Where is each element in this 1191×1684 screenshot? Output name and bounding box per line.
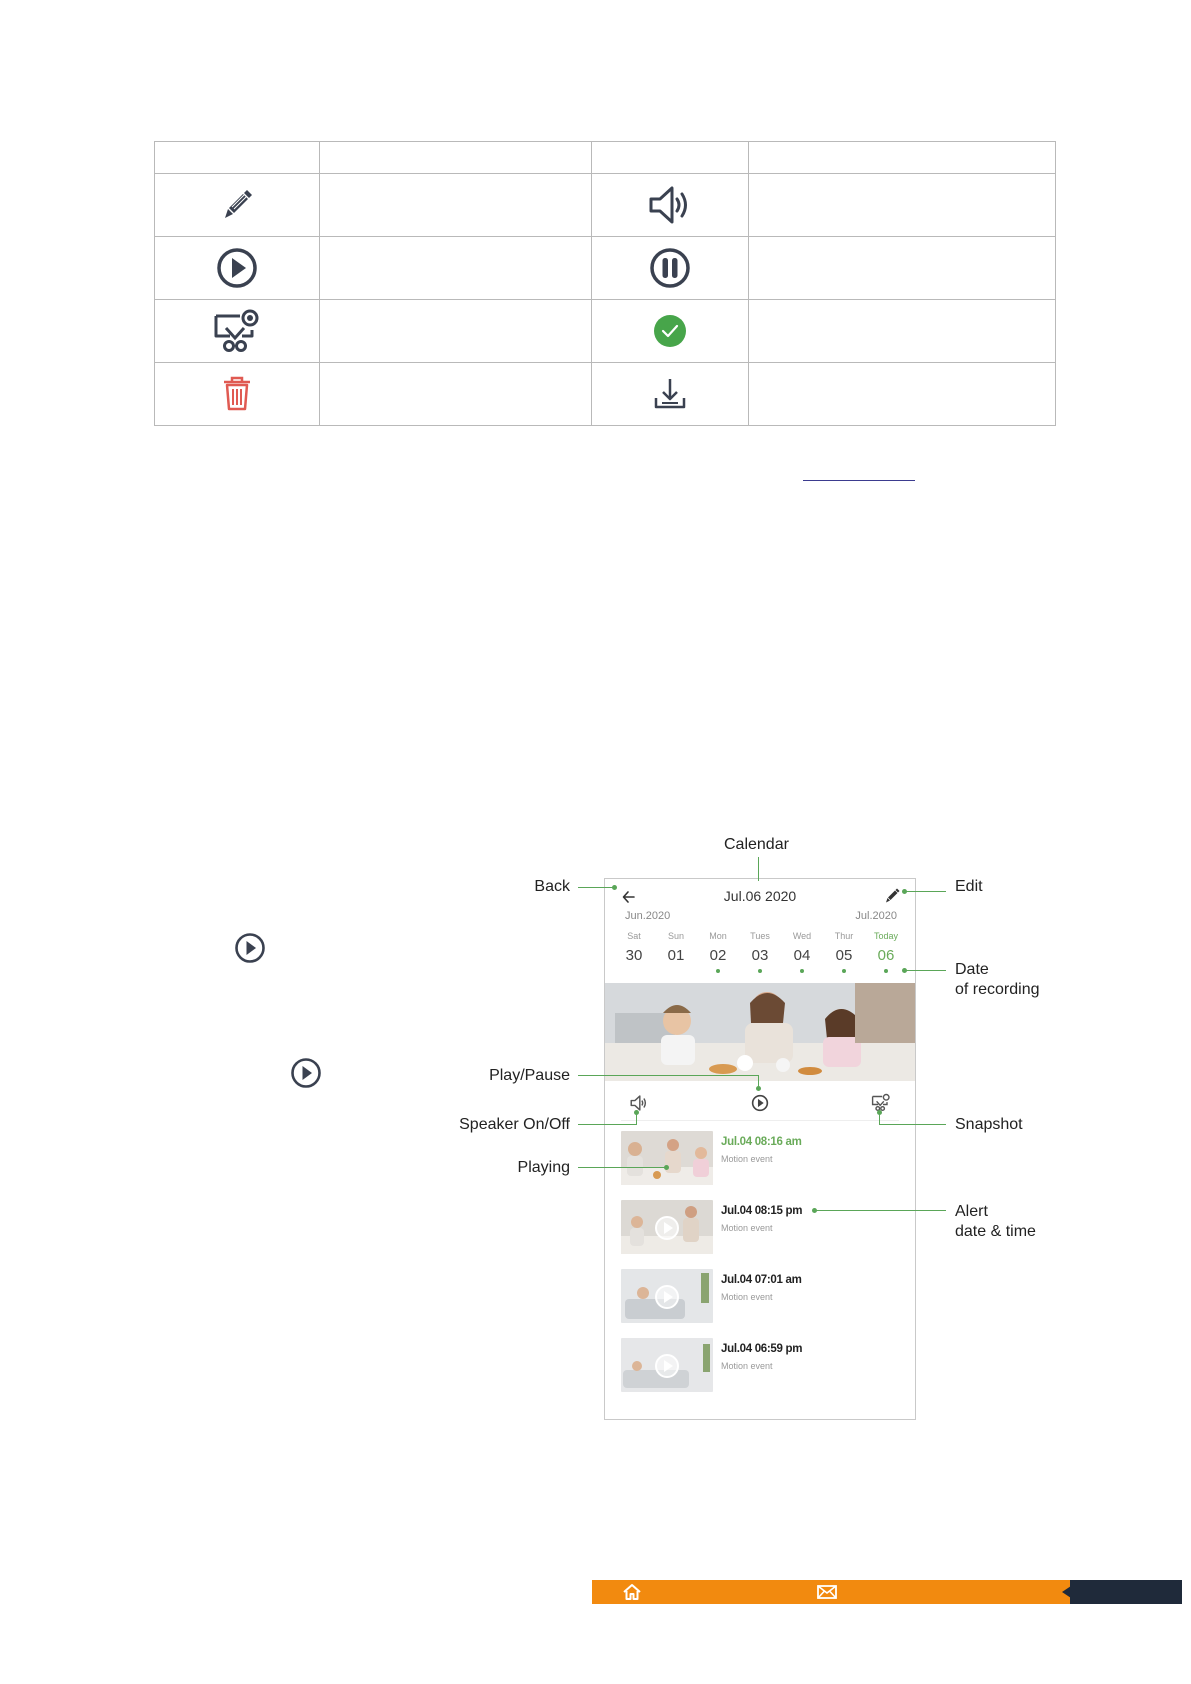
event-thumbnail: [621, 1200, 713, 1254]
recording-dot: [884, 969, 888, 973]
callout-line: date & time: [955, 1223, 1036, 1240]
description-cell: [320, 363, 592, 426]
day-name: Sat: [627, 931, 641, 941]
calendar-day[interactable]: [824, 931, 864, 973]
description-cell: [320, 237, 592, 300]
leader-dot: [756, 1086, 761, 1091]
icon-cell: [592, 237, 749, 300]
calendar-day[interactable]: [782, 931, 822, 973]
table-row: [155, 237, 1056, 300]
day-number: 01: [667, 947, 685, 964]
event-thumbnail: [621, 1269, 713, 1323]
event-type: Motion event: [721, 1223, 773, 1233]
calendar-date-title[interactable]: Jul.06 2020: [723, 888, 797, 904]
day-name: Mon: [709, 931, 727, 941]
event-thumbnail: [621, 1338, 713, 1392]
icon-legend-table: [154, 141, 1056, 426]
callout-edit: Edit: [955, 878, 983, 895]
leader-line: [578, 1167, 666, 1168]
leader-dot: [664, 1165, 669, 1170]
description-cell: [749, 237, 1056, 300]
pencil-icon: [219, 187, 255, 223]
table-row: [155, 300, 1056, 363]
callout-play-pause: Play/Pause: [489, 1067, 570, 1084]
play-icon[interactable]: [751, 1094, 769, 1112]
event-thumbnail: [621, 1131, 713, 1185]
leader-line: [578, 887, 614, 888]
event-time: Jul.04 08:15 pm: [721, 1205, 803, 1217]
calendar-day[interactable]: [740, 931, 780, 973]
month-label-left: Jun.2020: [625, 910, 671, 922]
link-underline[interactable]: [803, 480, 915, 481]
header-cell: [155, 142, 320, 174]
leader-dot: [612, 885, 617, 890]
leader-dot: [812, 1208, 817, 1213]
day-name: Tues: [750, 931, 770, 941]
callout-speaker: Speaker On/Off: [459, 1116, 570, 1133]
day-name: Today: [873, 931, 899, 941]
mail-icon[interactable]: [817, 1585, 837, 1599]
header-cell: [749, 142, 1056, 174]
table-header-row: [155, 142, 1056, 174]
callout-date-recording: [955, 960, 1040, 1000]
download-icon: [652, 376, 688, 412]
leader-dot: [902, 889, 907, 894]
callout-back: Back: [534, 878, 570, 895]
day-name: Thur: [834, 931, 854, 941]
description-cell: [320, 174, 592, 237]
callout-line: Alert: [955, 1203, 988, 1220]
day-number: 04: [793, 947, 811, 964]
leader-line: [906, 970, 946, 971]
check-circle-icon: [652, 313, 688, 349]
table-row: [155, 174, 1056, 237]
event-time: Jul.04 07:01 am: [721, 1274, 802, 1286]
description-cell: [749, 174, 1056, 237]
event-type: Motion event: [721, 1361, 773, 1371]
calendar-day[interactable]: [698, 931, 738, 973]
callout-snapshot: Snapshot: [955, 1116, 1023, 1133]
callout-line: Date: [955, 961, 989, 978]
day-name: Sun: [667, 931, 684, 941]
event-type: Motion event: [721, 1292, 773, 1302]
calendar-day[interactable]: [656, 931, 696, 964]
snapshot-icon[interactable]: [871, 1093, 891, 1112]
footer-bar: [592, 1580, 1072, 1604]
leader-line: [578, 1124, 636, 1125]
icon-cell: [592, 174, 749, 237]
event-item[interactable]: [621, 1200, 901, 1258]
event-item[interactable]: [621, 1131, 901, 1189]
day-number: 03: [751, 947, 769, 964]
event-item[interactable]: [621, 1269, 901, 1327]
leader-dot: [634, 1110, 639, 1115]
description-cell: [749, 363, 1056, 426]
icon-cell: [155, 300, 320, 363]
icon-cell: [592, 363, 749, 426]
recording-dot: [716, 969, 720, 973]
leader-line: [879, 1124, 946, 1125]
day-number: 05: [835, 947, 853, 964]
day-number: 30: [625, 947, 643, 964]
play-icon: [290, 1057, 322, 1089]
callout-playing: Playing: [517, 1159, 570, 1176]
calendar-day[interactable]: [614, 931, 654, 964]
recording-dot: [800, 969, 804, 973]
snapshot-icon: [212, 308, 262, 354]
leader-line: [758, 857, 759, 881]
callout-calendar: Calendar: [724, 836, 789, 853]
month-label-right: Jul.2020: [855, 910, 897, 922]
leader-line: [578, 1075, 759, 1076]
day-name: Wed: [792, 931, 812, 941]
leader-dot: [902, 968, 907, 973]
video-preview[interactable]: [605, 983, 915, 1081]
event-item[interactable]: [621, 1338, 901, 1396]
leader-line: [816, 1210, 946, 1211]
event-time: Jul.04 06:59 pm: [721, 1343, 803, 1355]
recording-dot: [842, 969, 846, 973]
event-type: Motion event: [721, 1154, 773, 1164]
event-time: Jul.04 08:16 am: [721, 1136, 802, 1148]
pause-icon: [648, 246, 692, 290]
leader-line: [906, 891, 946, 892]
speaker-icon: [646, 183, 694, 227]
callout-alert: [955, 1202, 1036, 1242]
header-cell: [320, 142, 592, 174]
play-icon: [234, 932, 266, 964]
icon-cell: [155, 237, 320, 300]
icon-cell: [155, 174, 320, 237]
speaker-icon[interactable]: [629, 1094, 649, 1112]
calendar-day-today[interactable]: [866, 931, 906, 973]
callout-line: of recording: [955, 981, 1040, 998]
description-cell: [320, 300, 592, 363]
phone-screen: [604, 878, 916, 1420]
family-photo: [605, 983, 915, 1081]
leader-dot: [877, 1110, 882, 1115]
play-icon: [215, 246, 259, 290]
trash-icon: [220, 376, 254, 412]
table-row: [155, 363, 1056, 426]
day-number: 06: [877, 947, 895, 964]
divider: [621, 1120, 899, 1121]
player-controls: [605, 1092, 915, 1114]
header-cell: [592, 142, 749, 174]
icon-cell: [592, 300, 749, 363]
home-icon[interactable]: [622, 1583, 642, 1601]
description-cell: [749, 300, 1056, 363]
pencil-icon[interactable]: [883, 887, 901, 905]
recording-dot: [758, 969, 762, 973]
footer-page-tab: [1070, 1580, 1182, 1604]
day-number: 02: [709, 947, 727, 964]
icon-cell: [155, 363, 320, 426]
